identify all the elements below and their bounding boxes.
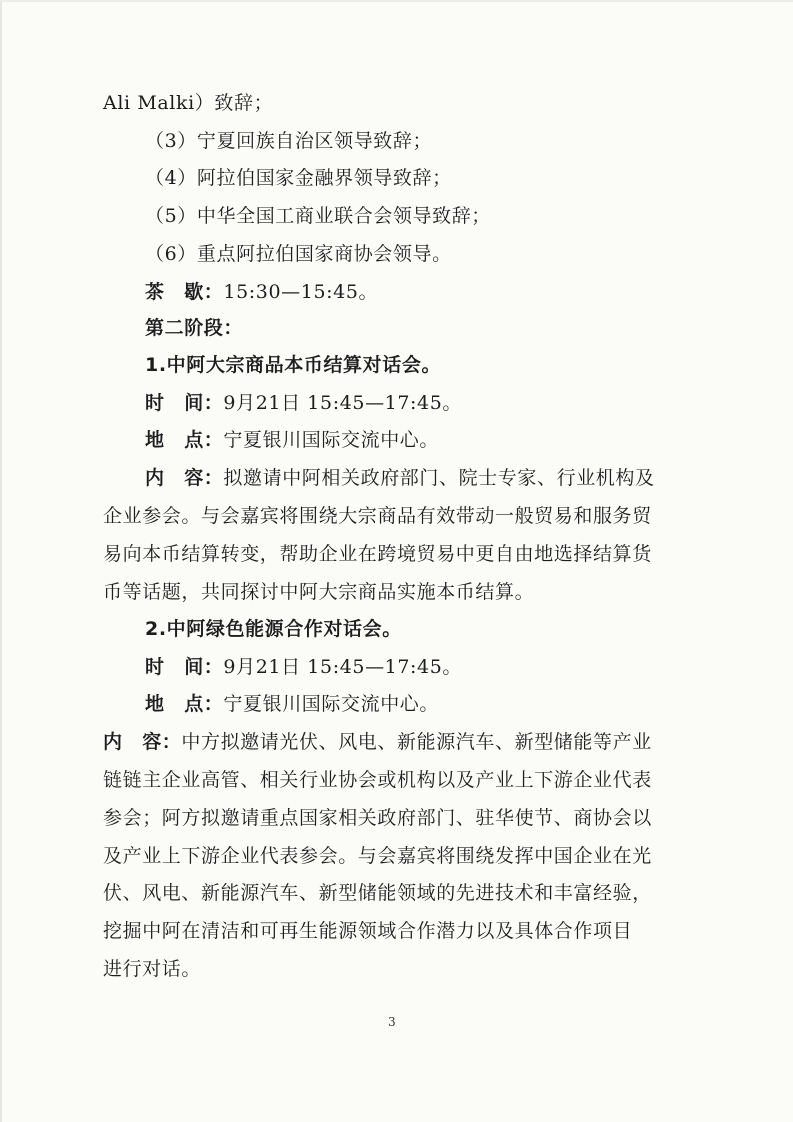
tea-break-time: 15:30—15:45。	[223, 281, 379, 303]
session-2-content-line-6: 挖掘中阿在清洁和可再生能源领域合作潜力以及具体合作项目	[103, 920, 633, 942]
speech-line-4: （4）阿拉伯国家金融界领导致辞；	[145, 167, 452, 189]
tea-break-line	[145, 280, 378, 304]
speech-line-6: （6）重点阿拉伯国家商协会领导。	[145, 243, 452, 265]
session-2-content-line-1	[103, 730, 652, 754]
session-1-time-label: 时 间：	[145, 392, 224, 414]
session-2-content-line-4: 及产业上下游企业代表参会。与会嘉宾将围绕发挥中国企业在光	[103, 845, 652, 867]
speech-line-3: （3）宁夏回族自治区领导致辞；	[145, 130, 433, 152]
stage-two-heading: 第二阶段：	[145, 317, 244, 339]
session-2-place-line	[145, 692, 439, 716]
session-1-content-label: 内 容：	[145, 467, 224, 489]
session-1-place: 宁夏银川国际交流中心。	[223, 429, 440, 451]
session-1-place-line	[145, 428, 439, 452]
session-2-title: 2.中阿绿色能源合作对话会。	[145, 618, 402, 640]
session-1-content-line-3: 易向本币结算转变，帮助企业在跨境贸易中更自由地选择结算货	[103, 543, 652, 565]
session-2-content-label: 内 容：	[103, 731, 182, 753]
session-2-time: 9月21日 15:45—17:45。	[223, 656, 463, 678]
session-2-time-label: 时 间：	[145, 656, 224, 678]
session-1-title: 1.中阿大宗商品本币结算对话会。	[145, 354, 442, 376]
session-2-content-text-1: 中方拟邀请光伏、风电、新能源汽车、新型储能等产业	[181, 731, 652, 753]
session-2-content-line-5: 伏、风电、新能源汽车、新型储能领域的先进技术和丰富经验，	[103, 882, 652, 904]
tea-break-label: 茶 歇：	[145, 281, 224, 303]
session-1-place-label: 地 点：	[145, 429, 224, 451]
speech-line-malki: Ali Malki）致辞；	[103, 92, 274, 114]
session-1-content-line-2: 企业参会。与会嘉宾将围绕大宗商品有效带动一般贸易和服务贸	[103, 505, 652, 527]
speech-line-5: （5）中华全国工商业联合会领导致辞；	[145, 205, 491, 227]
session-1-content-text-1: 拟邀请中阿相关政府部门、院士专家、行业机构及	[223, 467, 655, 489]
session-2-content-line-7: 进行对话。	[103, 958, 202, 980]
session-2-time-line	[145, 655, 462, 679]
session-2-place-label: 地 点：	[145, 693, 224, 715]
session-1-time: 9月21日 15:45—17:45。	[223, 392, 463, 414]
session-2-place: 宁夏银川国际交流中心。	[223, 693, 440, 715]
page-number: 3	[388, 1015, 396, 1029]
session-2-content-line-2: 链链主企业高管、相关行业协会或机构以及产业上下游企业代表	[103, 769, 652, 791]
session-1-content-line-1	[145, 466, 655, 490]
session-2-content-line-3: 参会；阿方拟邀请重点国家相关政府部门、驻华使节、商协会以	[103, 807, 652, 829]
session-1-content-line-4: 币等话题，共同探讨中阿大宗商品实施本币结算。	[103, 581, 535, 603]
session-1-time-line	[145, 391, 462, 415]
